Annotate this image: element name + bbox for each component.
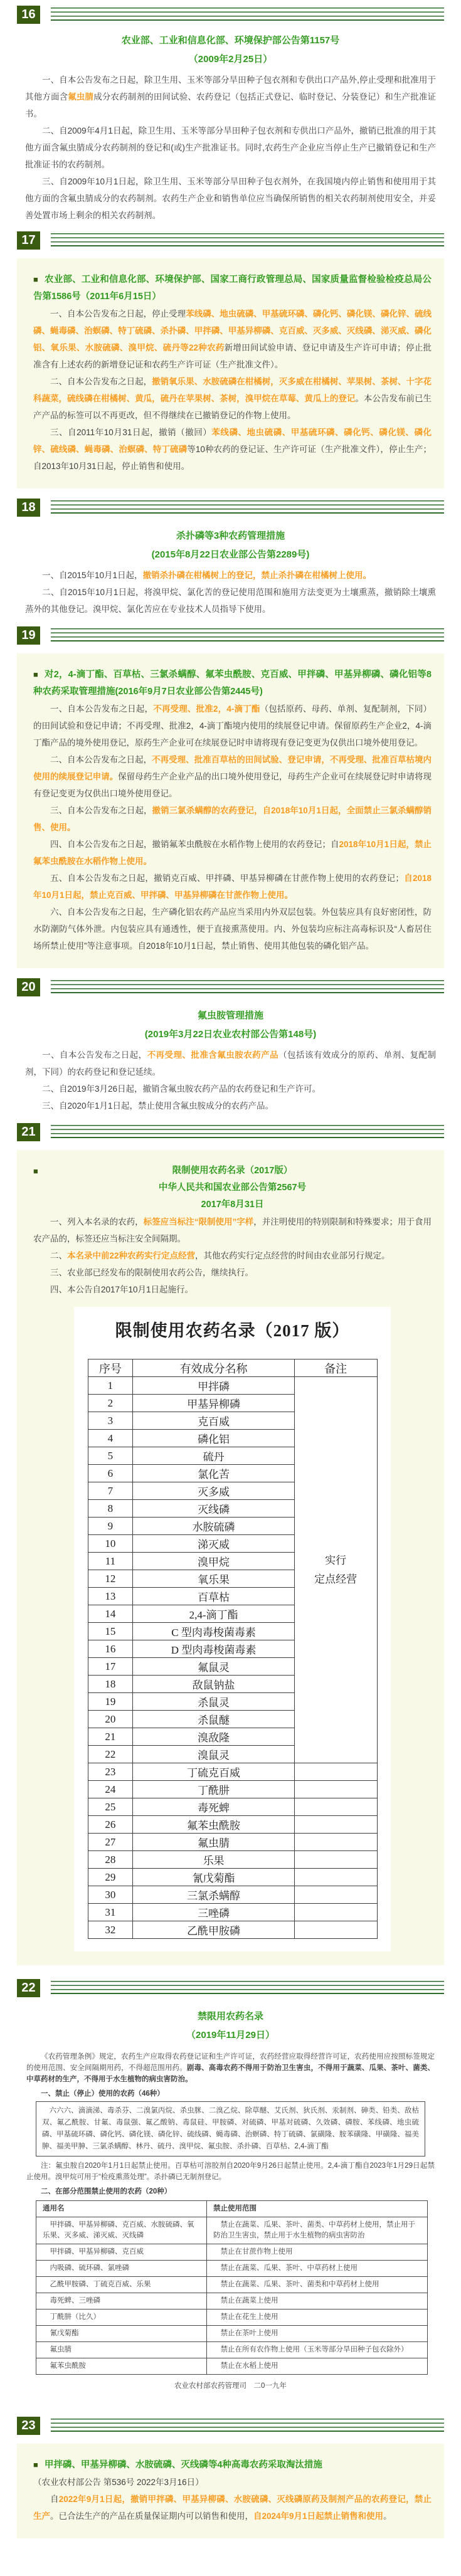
- row-number: 12: [88, 1570, 133, 1588]
- ingredient-name: 氟苯虫酰胺: [133, 1816, 294, 1834]
- row-number: 21: [88, 1728, 133, 1746]
- highlighted-text: 标签应当标注“限制使用”字样: [143, 1217, 254, 1227]
- section-21-body: [33, 1213, 432, 1298]
- ingredient-name: 三氯杀螨醇: [133, 1886, 294, 1904]
- highlighted-text: 苯线磷、地虫硫磷、甲基硫环磷、磷化钙、磷化镁、磷化锌、硫线磷、蝇毒磷、治螟磷、特丁硫磷: [33, 428, 432, 454]
- partial-ban-heading: 二、在部分范围禁止使用的农药（20种）: [41, 2188, 172, 2195]
- row-number: 11: [88, 1553, 133, 1570]
- header-rule-lines: [51, 2419, 444, 2432]
- section-23-box: [17, 2444, 444, 2538]
- paragraph: [33, 836, 432, 870]
- announcement-title: ■ 对2，4-滴丁酯、百草枯、三氯杀螨醇、氟苯虫酰胺、克百威、甲拌磷、甲基异柳磷、磷化铝等8种农药采取管理措施(2016年9月7日农业部公告第2445号): [33, 670, 432, 697]
- ingredient-name: 乐果: [133, 1851, 294, 1869]
- text-run: 二、自2015年10月1日起，将溴甲烷、氯化苦的登记使用范围和施用方法变更为土壤熏蒸，撤销除土壤熏蒸外的其他登记。溴甲烷、氯化苦应在专业技术人员指导下使用。: [25, 588, 436, 614]
- ingredient-name: 甲基异柳磷: [133, 1395, 294, 1412]
- table-row: [88, 1763, 377, 1781]
- text-run: 一、自本公告发布之日起，: [42, 1050, 147, 1060]
- intro-paragraphs: [26, 2051, 435, 2085]
- banned-heading: 一、禁止（停止）使用的农药（46种）: [41, 2090, 164, 2098]
- row-number: 8: [88, 1500, 133, 1518]
- table-header-row: [36, 2201, 428, 2217]
- ban-scope: 禁止在茶叶上使用: [207, 2326, 428, 2342]
- highlighted-text: 氟虫腈: [68, 92, 94, 102]
- table-row: [36, 2293, 428, 2309]
- ingredient-name: 灭多威: [133, 1482, 294, 1500]
- section-number-badge: 20: [17, 978, 40, 996]
- paragraph: [33, 1213, 432, 1247]
- text-run: 一、自本公告发布之日起，除卫生用、玉米等部分旱田种子包衣剂和专供出口产品外,停止受理和批准用于其他方面含: [25, 75, 436, 102]
- section-number-badge: 19: [17, 626, 40, 645]
- ingredient-name: 水胺硫磷: [133, 1518, 294, 1535]
- header-rule-lines: [51, 500, 444, 514]
- bottom-whitespace: [0, 2538, 461, 2576]
- ingredient-name: D 型肉毒梭菌毒素: [133, 1640, 294, 1658]
- column-header: 序号: [88, 1359, 133, 1377]
- ingredient-name: 溴敌隆: [133, 1728, 294, 1746]
- remark-cell-empty: [294, 1781, 377, 1798]
- table-row: [88, 1834, 377, 1851]
- document-image-title: 限制使用农药名录（2017 版）: [115, 1321, 350, 1340]
- announcement-title: ■ 甲拌磷、甲基异柳磷、水胺硫磷、灭线磷等4种高毒农药采取淘汰措施: [33, 2460, 322, 2470]
- row-number: 16: [88, 1640, 133, 1658]
- header-rule-lines: [51, 1981, 444, 1994]
- text-run: 剧毒、高毒农药不得用于防治卫生害虫，不得用于蔬菜、瓜果、茶叶、菌类、中草药材的生产，不得用于水生植物的病虫害防治。: [26, 2064, 435, 2083]
- ingredient-name: 甲拌磷: [133, 1377, 294, 1395]
- text-run: 成分农药制剂的田间试验、农药登记（包括正式登记、临时登记、分装登记）和生产批准证书。: [25, 92, 437, 119]
- section-21-box: [17, 1150, 444, 1965]
- paragraph: [33, 424, 432, 475]
- ingredient-name: 杀鼠灵: [133, 1693, 294, 1711]
- remark-cell-empty: [294, 1921, 377, 1939]
- ingredient-name: 硫丹: [133, 1447, 294, 1465]
- paragraph: [33, 1247, 432, 1264]
- row-number: 2: [88, 1395, 133, 1412]
- partial-ban-table: [36, 2200, 428, 2375]
- text-run: 五、自本公告发布之日起，撤销克百威、甲拌磷、甲基异柳磷在甘蔗作物上使用的农药登记；: [50, 874, 404, 883]
- square-bullet-icon: ■: [33, 1166, 38, 1176]
- row-number: 29: [88, 1869, 133, 1886]
- text-run: （包括该有效成分的原药、单剂、复配制剂，下同）的农药登记和登记延续。: [25, 1050, 437, 1077]
- section-20-body: [25, 1047, 436, 1114]
- issuer-signature: 农业农村部农药管理司 二0一九年: [174, 2382, 287, 2390]
- text-run: 自: [50, 2494, 59, 2504]
- text-run: 新增田间试验申请、登记申请及生产许可申请；停止批准含有上述农药的新增登记证和农药生产许可证（生产批准文件）。: [33, 343, 432, 369]
- table-row: [88, 1851, 377, 1869]
- header-rule-lines: [51, 980, 444, 993]
- row-number: 32: [88, 1921, 133, 1939]
- table-row: [88, 1921, 377, 1939]
- ingredient-name: 氰戊菊酯: [133, 1869, 294, 1886]
- announcement-issuer: 中华人民共和国农业部公告第2567号: [158, 1183, 307, 1193]
- paragraph: [33, 904, 432, 954]
- row-number: 25: [88, 1798, 133, 1816]
- text-run: 二、自2009年4月1日起，除卫生用、玉米等部分旱田种子包衣剂和专供出口产品外，撤销已批准的用于其他方面含氟虫腈成分农药制剂的登记和(或)生产批准证书。同时,农药生产企业应当停止生产已撤销登记和生产批准证书的农药制剂。: [25, 126, 436, 169]
- table-row: [36, 2277, 428, 2293]
- announcement-title: ■ 限制使用农药名录（2017版）: [33, 1163, 432, 1180]
- restricted-pesticide-list-image: [74, 1307, 391, 1951]
- ingredient-name: 灭线磷: [133, 1500, 294, 1518]
- text-run: 二、自本公告发布之日起，: [50, 377, 152, 386]
- highlighted-text: 撤销氧乐果、水胺硫磷在柑橘树，灭多威在柑橘树、苹果树、茶树、十字花科蔬菜，硫线磷在柑橘树、黄瓜，硫丹在苹果树、茶树，溴甲烷在草莓、黄瓜上的登记: [33, 377, 432, 403]
- highlighted-text: 不再受理、批准含氟虫胺农药产品: [147, 1050, 279, 1060]
- pesticide-names: 甲拌磷、甲基异柳磷、克百威、水胺硫磷、氧乐果、灭多威、涕灭威、灭线磷: [36, 2217, 207, 2244]
- paragraph: [25, 567, 436, 584]
- text-run: （包括原药、母药、单剂、复配制剂，下同）的田间试验和登记申请；不再受理、批准2，4-滴丁酯境内使用的续展登记申请。保留原药生产企业2，4-滴丁酯产品的境外使用登记，原药生产企业可在续展登记时申请将现有登记变更为仅供出口境外使用登记。: [33, 704, 432, 747]
- pesticide-names: 内吸磷、硫环磷、氯唑磷: [36, 2261, 207, 2277]
- section-number-badge: 18: [17, 499, 40, 517]
- highlighted-text: 2022年9月1日起，撤销甲拌磷、甲基异柳磷、水胺硫磷、灭线磷原药及制剂产品的农药登记，禁止生产: [33, 2494, 432, 2521]
- ingredient-name: 克百威: [133, 1412, 294, 1430]
- table-row: [88, 1869, 377, 1886]
- announcement-date: 2017年8月31日: [201, 1200, 264, 1210]
- table-row: [36, 2244, 428, 2261]
- text-run: 二、自2019年3月26日起，撤销含氟虫胺农药产品的农药登记和生产许可。: [42, 1084, 321, 1094]
- highlighted-text: 不再受理、批准2，4-滴丁酯: [153, 704, 260, 714]
- table-row: [36, 2309, 428, 2326]
- row-number: 26: [88, 1816, 133, 1834]
- paragraph: [33, 870, 432, 904]
- header-rule-lines: [51, 8, 444, 21]
- pesticide-names: 氟苯虫酰胺: [36, 2358, 207, 2375]
- table-row: [88, 1904, 377, 1921]
- text-run: 。已合法生产的产品在质量保证期内可以销售和使用，: [50, 2511, 253, 2521]
- ban-scope: 禁止在甘蔗作物上使用: [207, 2244, 428, 2261]
- ingredient-name: 氟鼠灵: [133, 1658, 294, 1676]
- paragraph: [33, 2491, 432, 2525]
- highlighted-text: 撤销三氯杀螨醇的农药登记，自2018年10月1日起，全面禁止三氯杀螨醇销售、使用。: [33, 806, 432, 832]
- table-row: [88, 1781, 377, 1798]
- text-run: 二、自本公告发布之日起，: [50, 755, 152, 764]
- ban-scope: 禁止在蔬菜、瓜果、茶叶、中草药材上使用: [207, 2261, 428, 2277]
- section-18-header: [0, 488, 461, 517]
- square-bullet-icon: ■: [33, 670, 39, 679]
- section-23-header: [0, 2392, 461, 2435]
- row-number: 4: [88, 1430, 133, 1447]
- square-bullet-icon: ■: [33, 2460, 38, 2469]
- row-number: 27: [88, 1834, 133, 1851]
- row-number: 9: [88, 1518, 133, 1535]
- ban-scope: 禁止在所有农作物上使用（玉米等部分旱田种子包衣除外）: [207, 2342, 428, 2358]
- pesticide-names: 甲拌磷、甲基异柳磷、克百威: [36, 2244, 207, 2261]
- text-run: ，其他农药实行定点经营的时间由农业部另行规定。: [195, 1251, 390, 1260]
- section-number-badge: 16: [17, 6, 40, 24]
- table-row: [88, 1816, 377, 1834]
- remark-line: 定点经营: [314, 1573, 358, 1585]
- row-number: 3: [88, 1412, 133, 1430]
- remark-cell-empty: [294, 1869, 377, 1886]
- text-run: 等10种农药的登记证、生产许可证（生产批准文件），停止生产；自2013年10月31日起，停止销售和使用。: [33, 445, 432, 471]
- pesticide-names: 丁酰肼（比久）: [36, 2309, 207, 2326]
- row-number: 17: [88, 1658, 133, 1676]
- note-paragraph: 注：氟虫胺自2020年1月1日起禁止使用。百草枯可溶胶剂自2020年9月26日起禁止使用。2,4-滴丁酯自2023年1月29日起禁止使用。溴甲烷可用于“检疫熏蒸处理”。杀扑磷已无制剂登记。: [26, 2162, 435, 2181]
- paragraph: [33, 1264, 432, 1281]
- ingredient-name: 溴鼠灵: [133, 1746, 294, 1763]
- announcement-title: 氟虫胺管理措施: [197, 1010, 263, 1021]
- table-row: [36, 2261, 428, 2277]
- remark-cell-empty: [294, 1851, 377, 1869]
- section-20-header: [0, 968, 461, 996]
- header-rule-lines: [51, 233, 444, 246]
- announcement-title: ■ 农业部、工业和信息化部、环境保护部、国家工商行政管理总局、国家质量监督检验检疫总局公告第1586号（2011年6月15日）: [33, 275, 432, 302]
- table-row: [88, 1377, 377, 1395]
- table-row: [88, 1798, 377, 1816]
- banned-pesticides-listbox: 六六六、滴滴涕、毒杀芬、二溴氯丙烷、杀虫脒、二溴乙烷、除草醚、艾氏剂、狄氏剂、汞制剂、砷类、铅类、敌枯双、氟乙酰胺、甘氟、毒鼠强、氟乙酸钠、毒鼠硅、甲胺磷、对硫磷、甲基对硫磷、久效磷、磷胺、苯线磷、地虫硫磷、甲基硫环磷、磷化钙、磷化镁、磷化锌、硫线磷、蝇毒磷、治螟磷、特丁硫磷、氯磺隆、胺苯磺隆、甲磺隆、福美胂、福美甲胂、三氯杀螨醇、林丹、硫丹、溴甲烷、氟虫胺、杀扑磷、百草枯、2,4-滴丁酯: [36, 2101, 425, 2156]
- row-number: 18: [88, 1676, 133, 1693]
- text-run: ，并注明使用的特别限制和特殊要求；用于食用农产品的，标签还应当标注安全间隔期。: [33, 1217, 432, 1243]
- announcement-date: （农业农村部公告 第536号 2022年3月16日）: [33, 2478, 204, 2487]
- announcement-title: 禁限用农药名录: [197, 2011, 263, 2022]
- text-run: 《农药管理条例》规定，农药生产应取得农药登记证和生产许可证，农药经营应取得经营许可证，农药使用应按照标签规定的使用范围、安全间隔期用药，不得超范围用药。: [26, 2053, 435, 2072]
- restricted-list-table: [88, 1359, 378, 1939]
- highlighted-text: 撤销杀扑磷在柑橘树上的登记，禁止杀扑磷在柑橘树上使用。: [142, 571, 372, 580]
- table-row: [36, 2358, 428, 2375]
- paragraph: [33, 1281, 432, 1298]
- paragraph: [25, 122, 436, 173]
- row-number: 23: [88, 1763, 133, 1781]
- column-header: 有效成分名称: [133, 1359, 294, 1377]
- section-number-badge: 21: [17, 1123, 40, 1141]
- column-header: 通用名: [36, 2201, 207, 2217]
- paragraph: [33, 751, 432, 802]
- highlighted-text: 本名录中前22种农药实行定点经营: [67, 1251, 196, 1260]
- announcement-date: （2019年11月29日）: [186, 2030, 275, 2040]
- text-run: 三、自2020年1月1日起，禁止使用含氟虫胺成分的农药产品。: [42, 1101, 274, 1111]
- remark-cell-empty: [294, 1834, 377, 1851]
- row-number: 13: [88, 1588, 133, 1605]
- remark-line: 实行: [325, 1554, 347, 1566]
- header-rule-lines: [51, 1125, 444, 1138]
- ban-scope: 禁止在水稻上使用: [207, 2358, 428, 2375]
- row-number: 7: [88, 1482, 133, 1500]
- section-21-header: [0, 1114, 461, 1141]
- row-number: 28: [88, 1851, 133, 1869]
- highlighted-text: 苯线磷、地虫硫磷、甲基硫环磷、磷化钙、磷化镁、磷化锌、硫线磷、蝇毒磷、治螟磷、特丁硫磷、杀扑磷、甲拌磷、甲基异柳磷、克百威、灭多威、灭线磷、涕灭威、磷化铝、氧乐果、水胺硫磷、溴甲烷、硫丹等22种农药: [33, 309, 432, 352]
- paragraph: [25, 1080, 436, 1097]
- row-number: 10: [88, 1535, 133, 1553]
- announcement-date: (2019年3月22日农业农村部公告第148号): [144, 1029, 317, 1040]
- square-bullet-icon: ■: [33, 275, 39, 284]
- ban-scope: 禁止在蔬菜上使用: [207, 2293, 428, 2309]
- text-run: 二、: [50, 1251, 67, 1260]
- text-run: 一、自本公告发布之日起，: [50, 704, 154, 714]
- remark-cell-empty: [294, 1763, 377, 1781]
- pesticide-names: 氟虫腈: [36, 2342, 207, 2358]
- section-17-body: [33, 305, 432, 475]
- text-run: 四、本公告自2017年10月1日起施行。: [50, 1285, 194, 1294]
- paragraph: [25, 173, 436, 224]
- ingredient-name: 氧乐果: [133, 1570, 294, 1588]
- remark-cell-empty: [294, 1816, 377, 1834]
- remark-cell-empty: [294, 1886, 377, 1904]
- highlighted-text: 自2024年9月1日起禁止销售和使用: [253, 2511, 384, 2521]
- text-run: 一、自本公告发布之日起，停止受理: [50, 309, 186, 319]
- row-number: 31: [88, 1904, 133, 1921]
- section-16-header: [0, 0, 461, 24]
- row-number: 5: [88, 1447, 133, 1465]
- row-number: 20: [88, 1711, 133, 1728]
- text-run: 。本公告发布前已生产产品的标签可以不再更改，但不得继续在已撤销登记的作物上使用。: [33, 394, 432, 420]
- section-number-badge: 23: [17, 2417, 40, 2435]
- remark-cell-empty: [294, 1904, 377, 1921]
- ban-scope: 禁止在花生上使用: [207, 2309, 428, 2326]
- table-row: [36, 2217, 428, 2244]
- row-number: 30: [88, 1886, 133, 1904]
- highlighted-text: 不再受理、批准百草枯的田间试验、登记申请，不再受理、批准百草枯境内使用的续展登记申请。: [33, 755, 432, 781]
- section-19-body: [33, 700, 432, 954]
- ingredient-name: 丁酰肼: [133, 1781, 294, 1798]
- text-run: 保留母药生产企业产品的出口境外使用登记，母药生产企业可在续展登记时申请将现有登记变更为仅供出口境外使用登记。: [33, 772, 432, 798]
- table-row: [88, 1886, 377, 1904]
- text-run: 六、自本公告发布之日起，生产磷化铝农药产品应当采用内外双层包装。外包装应具有良好密闭性，防水防潮防气体外泄。内包装应具有通透性，便于直接熏蒸使用。内、外包装均应标注高毒标识及“人畜居住场所禁止使用”等注意事项。自2018年10月1日起，禁止销售、使用其他包装的磷化铝产品。: [33, 907, 432, 951]
- text-run: 。: [383, 2511, 392, 2521]
- row-number: 14: [88, 1605, 133, 1623]
- header-rule-lines: [51, 628, 444, 641]
- announcement-date: (2015年8月22日农业部公告第2289号): [151, 549, 310, 560]
- ingredient-name: 磷化铝: [133, 1430, 294, 1447]
- ingredient-name: 2,4-滴丁酯: [133, 1605, 294, 1623]
- remark-cell: [294, 1377, 377, 1763]
- paragraph: [33, 700, 432, 751]
- row-number: 15: [88, 1623, 133, 1640]
- section-19-box: [17, 653, 444, 968]
- section-17-box: [17, 258, 444, 488]
- row-number: 19: [88, 1693, 133, 1711]
- section-22-body: [26, 2051, 435, 2392]
- announcement-title: 杀扑磷等3种农药管理措施: [176, 531, 285, 541]
- section-number-badge: 22: [17, 1979, 40, 1997]
- ingredient-name: C 型肉毒梭菌毒素: [133, 1623, 294, 1640]
- pesticide-names: 氰戊菊酯: [36, 2326, 207, 2342]
- text-run: 一、列入本名录的农药，: [50, 1217, 144, 1227]
- table-row: [36, 2342, 428, 2358]
- section-22-header: [0, 1965, 461, 1997]
- text-run: 四、自本公告发布之日起，撤销氟苯虫酰胺在水稻作物上使用的农药登记；自: [50, 840, 339, 849]
- table-header-row: [88, 1359, 377, 1377]
- row-number: 6: [88, 1465, 133, 1482]
- paragraph: [33, 802, 432, 836]
- section-23-body: [33, 2491, 432, 2525]
- table-row: [36, 2326, 428, 2342]
- paragraph: [25, 1097, 436, 1114]
- paragraph: [25, 584, 436, 618]
- pesticide-names: 乙酰甲胺磷、丁硫克百威、乐果: [36, 2277, 207, 2293]
- section-18-body: [25, 567, 436, 618]
- ingredient-name: 丁硫克百威: [133, 1763, 294, 1781]
- ingredient-name: 敌鼠钠盐: [133, 1676, 294, 1693]
- paragraph: [25, 1047, 436, 1080]
- ingredient-name: 氟虫腈: [133, 1834, 294, 1851]
- ingredient-name: 乙酰甲胺磷: [133, 1921, 294, 1939]
- text-run: 三、自2011年10月31日起，撤销（撤回）: [50, 428, 212, 437]
- highlighted-text: 自2018年10月1日起，禁止克百威、甲拌磷、甲基异柳磷在甘蔗作物上使用。: [33, 874, 432, 900]
- text-run: 一、自2015年10月1日起，: [42, 571, 143, 580]
- paragraph: [33, 373, 432, 424]
- text-run: 三、自本公告发布之日起，: [50, 806, 152, 815]
- column-header: 禁止使用范围: [207, 2201, 428, 2217]
- highlighted-text: 2018年10月1日起，禁止氟苯虫酰胺在水稻作物上使用。: [33, 840, 432, 866]
- section-17-header: [0, 224, 461, 250]
- ban-scope: 禁止在蔬菜、瓜果、茶叶、菌类、中草药材上使用，禁止用于防治卫生害虫，禁止用于水生植物的病虫害防治: [207, 2217, 428, 2244]
- ingredient-name: 杀鼠醚: [133, 1711, 294, 1728]
- announcement-date: （2009年2月25日）: [188, 54, 273, 65]
- section-number-badge: 17: [17, 231, 40, 250]
- text-run: 三、自2009年10月1日起，除卫生用、玉米等部分旱田种子包衣剂外，在我国境内停止销售和使用用于其他方面的含氟虫腈成分的农药制剂。农药生产企业和销售单位应当确保所销售的相关农药制剂使用安全，并妥善处置市场上剩余的相关农药制剂。: [25, 177, 436, 220]
- text-run: 三、农业部已经发布的限制使用农药公告，继续执行。: [50, 1268, 253, 1277]
- pesticide-names: 毒死蜱、三唑磷: [36, 2293, 207, 2309]
- ingredient-name: 百草枯: [133, 1588, 294, 1605]
- paragraph: [26, 2051, 435, 2085]
- section-16-body: [25, 71, 436, 224]
- row-number: 22: [88, 1746, 133, 1763]
- ingredient-name: 涕灭威: [133, 1535, 294, 1553]
- row-number: 24: [88, 1781, 133, 1798]
- column-header: 备注: [294, 1359, 377, 1377]
- ingredient-name: 三唑磷: [133, 1904, 294, 1921]
- paragraph: [25, 71, 436, 122]
- paragraph: [33, 305, 432, 373]
- row-number: 1: [88, 1377, 133, 1395]
- ingredient-name: 毒死蜱: [133, 1798, 294, 1816]
- ban-scope: 禁止在蔬菜、瓜果、茶叶、菌类和中草药材上使用: [207, 2277, 428, 2293]
- section-19-header: [0, 618, 461, 645]
- remark-cell-empty: [294, 1798, 377, 1816]
- announcement-title: 农业部、工业和信息化部、环境保护部公告第1157号: [121, 35, 340, 46]
- ingredient-name: 氯化苦: [133, 1465, 294, 1482]
- ingredient-name: 溴甲烷: [133, 1553, 294, 1570]
